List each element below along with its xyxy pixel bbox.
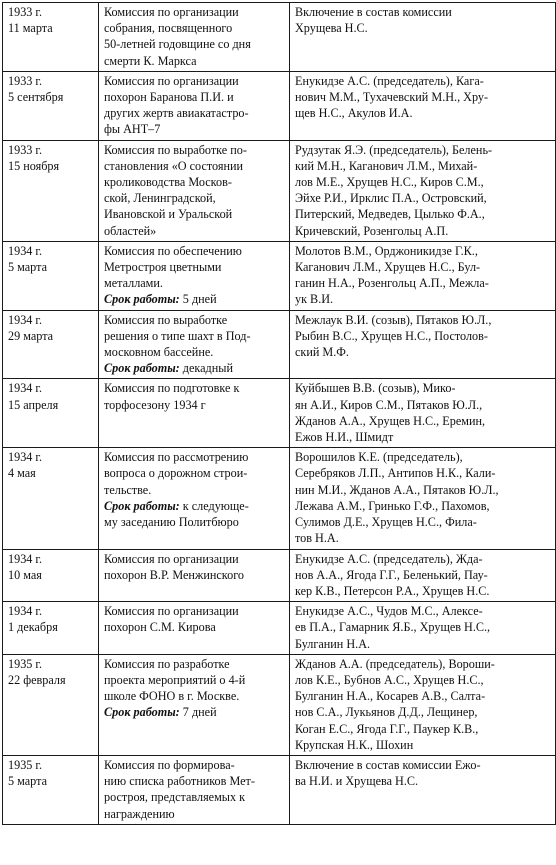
commission-line: становления «О состоянии <box>104 158 244 173</box>
members-line: лов М.Е., Хрущев Н.С., Киров С.М., <box>295 175 484 190</box>
term-line: му заседанию Политбюро <box>104 515 239 530</box>
date-line: 5 марта <box>8 260 47 275</box>
members-line: Включение в состав комиссии <box>295 5 452 19</box>
term-label: Срок работы: <box>104 361 180 376</box>
date-line: 10 мая <box>8 567 42 582</box>
commission-cell <box>99 448 290 549</box>
members-line: Хрущева Н.С. <box>295 21 368 36</box>
date-cell <box>3 140 99 241</box>
commission-cell <box>99 654 290 755</box>
members-line: нин М.И., Жданов А.А., Пятаков Ю.Л., <box>295 482 499 497</box>
commission-cell <box>99 549 290 602</box>
date-line: 5 марта <box>8 774 47 789</box>
commission-line: Комиссия по организации <box>104 73 239 88</box>
commission-line: Комиссия по рассмотрению <box>104 450 249 465</box>
commission-line: торфосезону 1934 г <box>104 397 206 412</box>
date-line: 1934 г. <box>8 551 43 566</box>
commission-line: Комиссия по выработке <box>104 312 228 327</box>
date-cell <box>3 3 99 72</box>
date-line: 11 марта <box>8 21 53 36</box>
members-line: Эйхе Р.И., Ирклис П.А., Островский, <box>295 191 487 206</box>
term-label: Срок работы: <box>104 292 180 307</box>
term-line <box>104 498 285 514</box>
commission-line: Комиссия по подготовке к <box>104 381 240 396</box>
commission-line: собрания, посвященного <box>104 21 233 36</box>
date-line: 1934 г. <box>8 312 43 327</box>
commission-line: вопроса о дорожном строи- <box>104 466 248 481</box>
commission-cell <box>99 755 290 824</box>
members-line: щев Н.С., Акулов И.А. <box>295 106 413 121</box>
commission-line: металлами. <box>104 276 163 291</box>
date-line: 1934 г. <box>8 243 43 258</box>
members-line: Ворошилов К.Е. (председатель), <box>295 450 463 465</box>
members-line: Рудзутак Я.Э. (председатель), Белень- <box>295 142 493 157</box>
commission-line: тельстве. <box>104 482 152 497</box>
members-line: тов Н.А. <box>295 531 339 546</box>
members-cell <box>290 448 556 549</box>
term-line <box>104 291 285 307</box>
commission-line: похорон Баранова П.И. и <box>104 90 234 105</box>
members-cell <box>290 241 556 310</box>
term-label: Срок работы: <box>104 705 180 720</box>
commission-line: школе ФОНО в г. Москве. <box>104 689 240 704</box>
commission-line: Комиссия по обеспечению <box>104 243 242 258</box>
members-line: Питерский, Медведев, Цылько Ф.А., <box>295 207 485 222</box>
commission-line: смерти К. Маркса <box>104 53 197 68</box>
members-line: Енукидзе А.С. (председатель), Жда- <box>295 551 483 566</box>
members-line: нов А.А., Ягода Г.Г., Беленький, Пау- <box>295 567 488 582</box>
table-row <box>3 549 556 602</box>
date-cell <box>3 448 99 549</box>
date-cell <box>3 379 99 448</box>
commission-cell <box>99 140 290 241</box>
commission-line: решения о типе шахт в Под- <box>104 328 251 343</box>
table-row <box>3 654 556 755</box>
commission-line: Комиссия по разработке <box>104 656 230 671</box>
members-line: лов К.Е., Бубнов А.С., Хрущев Н.С., <box>295 672 484 687</box>
commission-cell <box>99 241 290 310</box>
table-row <box>3 140 556 241</box>
table-row <box>3 310 556 379</box>
commission-line: похорон С.М. Кирова <box>104 620 216 635</box>
table-row <box>3 3 556 72</box>
commission-line: ской, Ленинградской, <box>104 191 216 206</box>
members-line: Жданов А.А. (председатель), Вороши- <box>295 656 495 671</box>
commission-line: похорон В.Р. Менжинского <box>104 567 244 582</box>
commission-cell <box>99 602 290 655</box>
members-line: ян А.И., Киров С.М., Пятаков Ю.Л., <box>295 397 483 412</box>
date-line: 1933 г. <box>8 142 43 157</box>
members-line: Серебряков Л.П., Антипов Н.К., Кали- <box>295 466 496 481</box>
date-line: 1935 г. <box>8 757 43 772</box>
term-line <box>104 704 285 720</box>
date-line: 1933 г. <box>8 5 43 19</box>
table-row <box>3 241 556 310</box>
members-line: Рыбин В.С., Хрущев Н.С., Постолов- <box>295 328 488 343</box>
members-line: Енукидзе А.С., Чудов М.С., Алексе- <box>295 604 483 619</box>
members-line: Каганович Л.М., Хрущев Н.С., Бул- <box>295 260 481 275</box>
members-line: кер К.В., Петерсон Р.А., Хрущев Н.С. <box>295 583 490 598</box>
commission-line: фы АНТ–7 <box>104 122 161 137</box>
members-line: Молотов В.М., Орджоникидзе Г.К., <box>295 243 478 258</box>
commission-line: Комиссия по организации <box>104 5 239 19</box>
date-line: 15 ноября <box>8 158 60 173</box>
table-row <box>3 448 556 549</box>
date-line: 22 февраля <box>8 672 66 687</box>
commission-line: других жертв авиакатастро- <box>104 106 249 121</box>
date-cell <box>3 654 99 755</box>
members-line: Ежов Н.И., Шмидт <box>295 430 394 445</box>
members-line: Куйбышев В.В. (созыв), Мико- <box>295 381 456 396</box>
members-line: Булганин Н.А. <box>295 636 371 651</box>
commission-cell <box>99 379 290 448</box>
members-line: ук В.И. <box>295 292 334 307</box>
members-line: Енукидзе А.С. (председатель), Кага- <box>295 73 484 88</box>
commission-line: 50-летней годовщине со дня <box>104 37 251 52</box>
date-cell <box>3 71 99 140</box>
members-line: Сулимов Д.Е., Хрущев Н.С., Фила- <box>295 515 477 530</box>
term-value: к следующе- <box>182 498 249 513</box>
date-line: 1935 г. <box>8 656 43 671</box>
date-line: 1934 г. <box>8 450 43 465</box>
members-cell <box>290 71 556 140</box>
commission-line: проекта мероприятий о 4-й <box>104 672 246 687</box>
members-cell <box>290 549 556 602</box>
members-line: Жданов А.А., Хрущев Н.С., Еремин, <box>295 413 486 428</box>
date-line: 15 апреля <box>8 397 59 412</box>
commission-line: Комиссия по организации <box>104 551 239 566</box>
members-cell <box>290 140 556 241</box>
members-cell <box>290 310 556 379</box>
members-line: Коган Е.С., Ягода Г.Г., Паукер К.В., <box>295 721 479 736</box>
commission-line: московном бассейне. <box>104 345 214 360</box>
commission-line: Комиссия по организации <box>104 604 239 619</box>
term-label: Срок работы: <box>104 498 180 513</box>
date-line: 5 сентября <box>8 90 64 105</box>
commission-line: Комиссия по формирова- <box>104 757 235 772</box>
members-line: Межлаук В.И. (созыв), Пятаков Ю.Л., <box>295 312 492 327</box>
members-line: нов С.А., Лукьянов Д.Д., Лещинер, <box>295 705 478 720</box>
date-cell <box>3 549 99 602</box>
commission-line: Ивановской и Уральской <box>104 207 233 222</box>
members-cell <box>290 379 556 448</box>
members-line: Булганин Н.А., Косарев А.В., Салта- <box>295 689 486 704</box>
members-line: Крупская Н.К., Шохин <box>295 737 414 752</box>
commission-line: областей» <box>104 223 157 238</box>
members-line: ский М.Ф. <box>295 345 349 360</box>
commission-line: ростроя, представляемых к <box>104 790 246 805</box>
commission-line: награждению <box>104 806 175 821</box>
members-line: Лежава А.М., Гринько Г.Ф., Пахомов, <box>295 498 490 513</box>
commission-cell <box>99 3 290 72</box>
members-cell <box>290 755 556 824</box>
table-row <box>3 71 556 140</box>
commissions-table-body <box>3 3 556 825</box>
term-value: 7 дней <box>182 705 217 720</box>
date-line: 4 мая <box>8 466 36 481</box>
commission-line: нию списка работников Мет- <box>104 774 255 789</box>
date-line: 1933 г. <box>8 73 43 88</box>
members-line: нович М.М., Тухачевский М.Н., Хру- <box>295 90 489 105</box>
commission-line: Метростроя цветными <box>104 260 222 275</box>
table-row <box>3 379 556 448</box>
date-cell <box>3 310 99 379</box>
members-line: ев П.А., Гамарник Я.Б., Хрущев Н.С., <box>295 620 491 635</box>
table-row <box>3 602 556 655</box>
commission-line: Комиссия по выработке по- <box>104 142 247 157</box>
commission-cell <box>99 71 290 140</box>
members-line: кий М.Н., Каганович Л.М., Михай- <box>295 158 478 173</box>
date-cell <box>3 755 99 824</box>
term-value: декадный <box>182 361 233 376</box>
date-line: 1934 г. <box>8 604 43 619</box>
term-line <box>104 360 285 376</box>
date-cell <box>3 602 99 655</box>
members-cell <box>290 602 556 655</box>
members-line: ва Н.И. и Хрущева Н.С. <box>295 774 419 789</box>
term-value: 5 дней <box>182 292 217 307</box>
commission-cell <box>99 310 290 379</box>
date-line: 29 марта <box>8 328 54 343</box>
members-line: ганин Н.А., Розенгольц А.П., Межла- <box>295 276 489 291</box>
members-line: Включение в состав комиссии Ежо- <box>295 757 481 772</box>
members-cell <box>290 654 556 755</box>
table-row <box>3 755 556 824</box>
commission-line: кролиководства Москов- <box>104 175 232 190</box>
date-line: 1 декабря <box>8 620 58 635</box>
members-cell <box>290 3 556 72</box>
date-cell <box>3 241 99 310</box>
date-line: 1934 г. <box>8 381 43 396</box>
members-line: Кричевский, Розенгольц А.П. <box>295 223 449 238</box>
commissions-table <box>2 2 556 825</box>
